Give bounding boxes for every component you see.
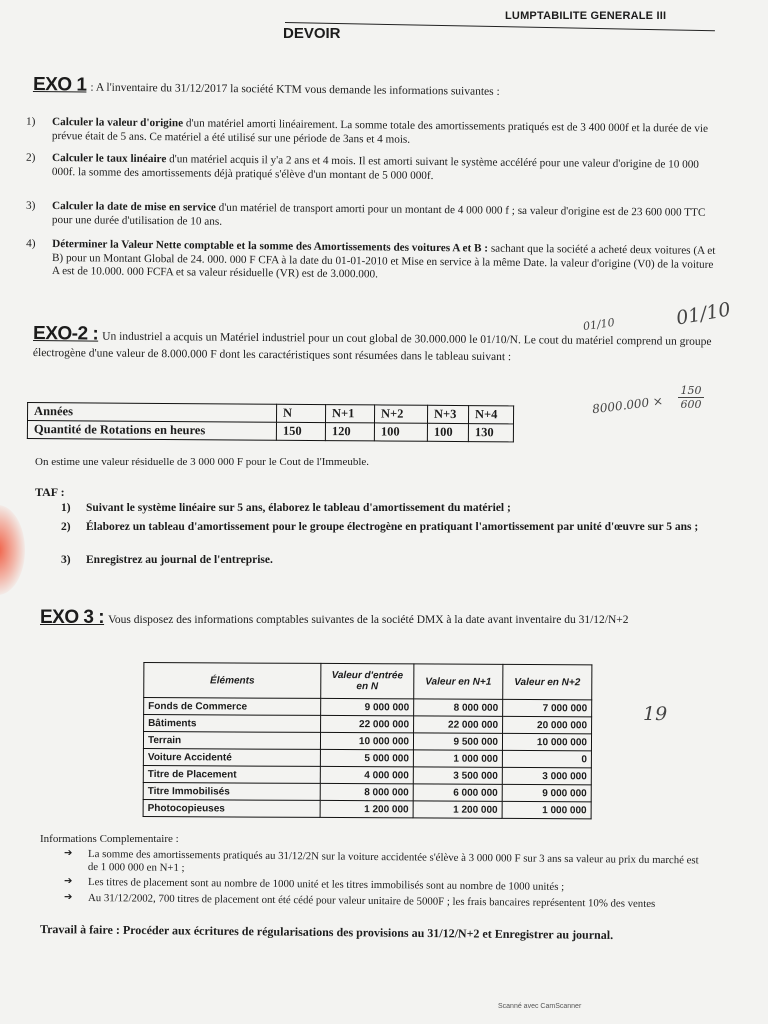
table-cell: Fonds de Commerce	[144, 698, 321, 716]
table-cell: 100	[427, 423, 468, 441]
taf-label: TAF :	[35, 485, 65, 499]
handwritten-date-1: 01/10	[582, 315, 616, 334]
table-cell: 150	[276, 422, 325, 440]
table-cell: 9 000 000	[321, 698, 414, 715]
item-bold: Déterminer la Valeur Nette comptable et la somme des Amortissements des voitures A et B :	[52, 238, 489, 255]
table-cell: 7 000 000	[503, 699, 592, 716]
item-bold: Calculer la date de mise en service	[52, 200, 216, 214]
table-cell: 10 000 000	[502, 733, 591, 750]
column-header: Valeur en N+2	[503, 664, 592, 699]
info-text: Au 31/12/2002, 700 titres de placement ont été cédé pour valeur unitaire de 5000F ; les frais bancaires représentent 10% des ventes	[87, 892, 656, 910]
exo1-item-1	[26, 115, 720, 150]
table-cell: 3 500 000	[413, 767, 502, 784]
header-rule	[285, 22, 715, 31]
exo3-intro: Vous disposez des informations comptables suivantes de la société DMX à la date avant inventaire du 31/12/N+2	[108, 614, 629, 626]
exo1-item-3	[26, 199, 720, 234]
work-text: Procéder aux écritures de régularisations des provisions au 31/12/N+2 et Enregistrer au journal.	[119, 922, 614, 943]
table-cell: 100	[374, 423, 427, 441]
taf-item-2	[61, 520, 716, 534]
exo1-title: EXO 1	[32, 74, 87, 96]
exo1-heading	[33, 74, 733, 103]
exo3-heading	[40, 607, 720, 628]
arrow-icon: ➔	[64, 847, 73, 859]
item-text: d'un matériel acquis il y'a 2 ans et 4 mois. Il est amorti suivant le système accéléré pour une valeur d'origine de 10 000 000f. la somme des amortissements déjà pratiqué s'élève d'un montant de 5 000 000f.	[51, 153, 699, 182]
course-title: LUMPTABILITE GENERALE III	[505, 10, 667, 22]
item-number: 1)	[26, 115, 36, 128]
table-cell: Bâtiments	[144, 715, 321, 733]
table-cell: 22 000 000	[414, 716, 503, 733]
table-header-row	[144, 663, 592, 700]
rotation-hours-table	[27, 402, 514, 442]
work-label: Travail à faire :	[39, 922, 120, 937]
table-cell: N+4	[468, 406, 513, 424]
row-header: Années	[27, 403, 276, 423]
arrow-icon: ➔	[63, 875, 73, 887]
info-text: Les titres de placement sont au nombre de 1000 unité et les titres immobilisés sont au nombre de 1000 unités ;	[87, 876, 565, 893]
exo1-item-4	[26, 237, 720, 285]
taf-item-1	[61, 501, 706, 515]
exo1-intro: : A l'inventaire du 31/12/2017 la société KTM vous demande les informations suivantes :	[90, 81, 500, 98]
table-row	[143, 800, 591, 819]
column-header: Éléments	[144, 663, 321, 699]
table-cell: N	[276, 404, 325, 422]
taf-item-3	[61, 553, 706, 567]
exo2-title: EXO-2 :	[32, 323, 99, 345]
table-cell: 6 000 000	[413, 784, 502, 801]
item-bold: Calculer le taux linéaire	[52, 152, 167, 166]
item-text: Élaborez un tableau d'amortissement pour le groupe électrogène en pratiquant l'amortissement par unité d'œuvre sur 5 ans ;	[86, 521, 699, 533]
table-cell: 10 000 000	[320, 732, 413, 749]
table-cell: Terrain	[143, 732, 320, 750]
item-text: sachant que la société a acheté deux voitures (A et B) pour un Montant Global de 24. 000. 000 F CFA à la date du 01-01-2010 et Mise en service à la même Date. la valeur d'origine (V0) de la voiture A est de 10.000. 000 FCFA et sa valeur résiduelle (VR) est de 3.000.000.	[51, 242, 716, 281]
table-cell: N+2	[374, 405, 427, 423]
row-header: Quantité de Rotations en heures	[27, 421, 276, 441]
table-cell: 4 000 000	[320, 766, 413, 783]
table-cell: N+3	[427, 405, 468, 423]
table-cell: 9 500 000	[413, 733, 502, 750]
work-to-do	[40, 922, 715, 943]
handwritten-fraction	[678, 384, 704, 411]
table-cell: 8 000 000	[320, 783, 413, 800]
table-cell: 1 200 000	[320, 800, 413, 817]
info-item-1	[64, 847, 708, 879]
table-cell: 3 000 000	[502, 767, 591, 784]
info-item-3	[63, 891, 713, 911]
item-text: Suivant le système linéaire sur 5 ans, élaborez le tableau d'amortissement du matériel ;	[86, 502, 511, 514]
info-text: La somme des amortissements pratiqués au 31/12/2N sur la voiture accidentée s'élève à 3 000 000 F sur 3 ans sa valeur au prix du marché est de 1 000 000 en N+1 ;	[87, 848, 699, 874]
table-cell: 1 000 000	[502, 801, 591, 818]
table-cell: 20 000 000	[503, 716, 592, 733]
table-cell: 1 000 000	[413, 750, 502, 767]
item-bold: Calculer la valeur d'origine	[52, 116, 184, 130]
item-text: Enregistrez au journal de l'entreprise.	[86, 554, 273, 566]
table-cell: Voiture Accidenté	[143, 749, 320, 767]
table-cell: 120	[325, 423, 374, 441]
column-header: Valeur en N+1	[414, 664, 503, 699]
item-text: d'un matériel amorti linéairement. La somme totale des amortissements pratiqués est de 3 400 000f et la durée de vie prévue était de 5 ans. Ce matériel a été utilisé sur une période de 3ans et 4 mois.	[51, 117, 709, 146]
table-cell: Titre de Placement	[143, 766, 320, 784]
table-cell: 9 000 000	[502, 784, 591, 801]
residual-note: On estime une valeur résiduelle de 3 000 000 F pour le Cout de l'Immeuble.	[35, 456, 370, 468]
table-cell: 8 000 000	[414, 699, 503, 716]
handwritten-calc	[591, 394, 663, 417]
item-number: 3)	[26, 199, 36, 212]
table-row	[27, 421, 513, 442]
handwritten-date-2: 01/10	[674, 298, 733, 330]
exo2-heading	[32, 323, 713, 367]
table-cell: 0	[502, 750, 591, 767]
calc-numerator: 150	[678, 384, 704, 398]
table-cell: 1 200 000	[413, 801, 502, 818]
scanner-watermark: Scanné avec CamScanner	[498, 1003, 582, 1010]
table-cell: 5 000 000	[320, 749, 413, 766]
table-cell: Titre Immobilisés	[143, 783, 320, 801]
item-number: 1)	[61, 502, 71, 514]
exo3-title: EXO 3 :	[40, 607, 105, 628]
item-text: d'un matériel de transport amorti pour un montant de 4 000 000 f ; sa valeur d'origine est de 23 600 000 TTC pour une durée d'utilisation de 10 ans.	[51, 201, 706, 228]
exo2-intro: Un industriel a acquis un Matériel industriel pour un cout global de 30.000.000 le 01/10/N. Le cout du matériel comprend un groupe électrogène d'une valeur de 8.000.000 F dont les caractéristiques sont résumées dans le tableau suivant :	[32, 330, 712, 364]
table-cell: N+1	[325, 405, 374, 423]
handwritten-mark: 19	[643, 703, 668, 725]
info-label: Informations Complementaire :	[40, 833, 179, 845]
calc-denominator: 600	[680, 398, 702, 411]
table-cell: Photocopieuses	[143, 800, 320, 818]
item-number: 2)	[26, 151, 36, 164]
item-number: 4)	[26, 237, 36, 250]
table-cell: 22 000 000	[321, 715, 414, 732]
calc-left: 8000.000 ×	[591, 393, 664, 417]
column-header: Valeur d'entrée en N	[321, 663, 414, 698]
exo1-item-2	[26, 151, 720, 186]
document-title: DEVOIR	[283, 25, 341, 42]
item-number: 3)	[61, 554, 71, 566]
item-number: 2)	[61, 521, 71, 533]
assets-table	[143, 662, 593, 819]
arrow-icon: ➔	[63, 891, 73, 903]
table-cell: 130	[468, 424, 513, 442]
color-stain	[0, 505, 25, 595]
